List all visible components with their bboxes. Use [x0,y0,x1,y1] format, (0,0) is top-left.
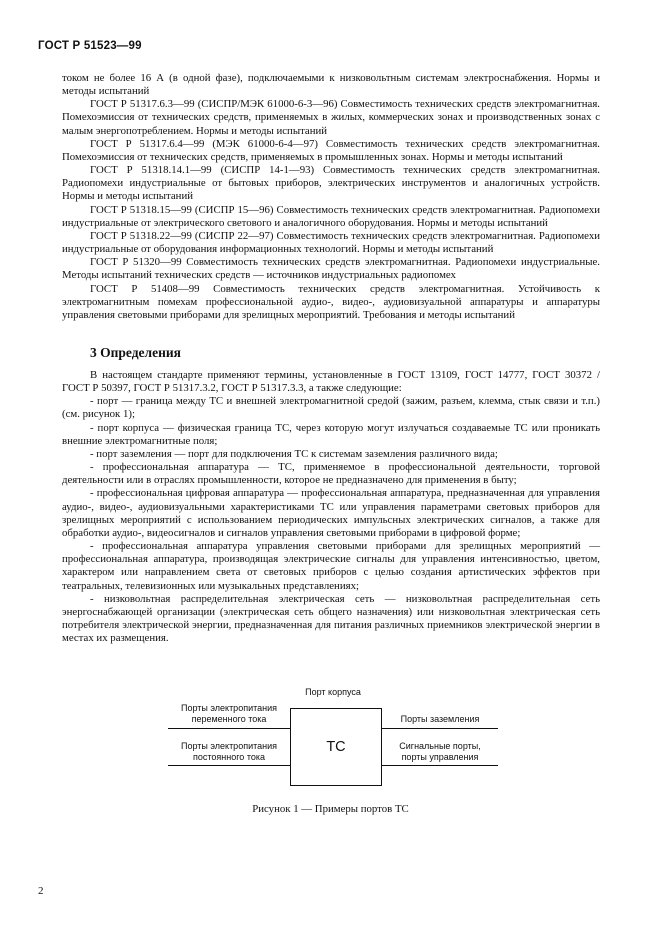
earth-port-label: Порты заземления [400,714,480,724]
tc-box [290,708,382,786]
signal-port-label: Сигнальные порты, порты управления [399,741,481,762]
reference-item: ГОСТ Р 51318.14.1—99 (СИСПР 14-1—93) Совместимость технических средств электромагнитная. Радиопомехи индустриальные от бытовых приборов, электрических инструментов и аналогичных устройств. Нормы и методы испытаний [62,164,600,203]
reference-item: ГОСТ Р 51408—99 Совместимость технических средств электромагнитная. Устойчивость к электромагнитным помехам профессиональной аудио-, видео-, аудиовизуальной аппаратуры и аппаратуры управления световыми приборами для зрелищных мероприятий. Требования и методы испытаний [62,282,600,321]
definition-item: - порт — граница между ТС и внешней электромагнитной средой (зажим, разъем, клемма, стык связи и т.п.) (см. рисунок 1); [62,395,600,421]
ac-power-port-line [168,728,290,729]
ac-power-port-label: Порты электропитания переменного тока [181,703,277,724]
tc-label: ТС [326,739,346,755]
definition-item: - профессиональная аппаратура — ТС, применяемое в профессиональной деятельности, торговой деятельности или в отраслях промышленности, которое не предназначено для применения в быту; [62,461,600,487]
definition-item: - профессиональная аппаратура управления световыми приборами для зрелищных мероприятий — профессиональная аппаратура, производящая электрические сигналы для управления интенсивностью, цветом, характером или направлением света от световых приборов с целью создания артистических эффектов при театральных, телевизионных или музыкальных представлениях; [62,540,600,592]
definitions-intro: В настоящем стандарте применяют термины, установленные в ГОСТ 13109, ГОСТ 14777, ГОСТ 30372 / ГОСТ Р 50397, ГОСТ Р 51317.3.2, ГОСТ Р 51317.3.3, а также следующие: [62,369,600,395]
dc-power-port-line [168,765,290,766]
definition-item: - порт заземления — порт для подключения ТС к системам заземления различного вида; [90,447,498,460]
reference-item: ГОСТ Р 51317.6.3—99 (СИСПР/МЭК 61000-6-3—96) Совместимость технических средств электромагнитная. Помехоэмиссия от технических средств, применяемых в жилых, коммерческих зонах и производственных зонах с малым энергопотреблением. Нормы и методы испытаний [62,98,600,137]
reference-item: ГОСТ Р 51317.6.4—99 (МЭК 61000-6-4—97) Совместимость технических средств электромагнитная. Помехоэмиссия от технических средств, применяемых в промышленных зонах. Нормы и методы испытаний [62,137,600,163]
figure-caption: Рисунок 1 — Примеры портов ТС [252,803,409,815]
page-number: 2 [38,885,44,897]
section-title: 3 Определения [90,345,181,360]
ports-diagram [168,680,498,790]
reference-item: током не более 16 А (в одной фазе), подключаемыми к низковольтным системам электроснабжения. Нормы и методы испытаний [62,72,600,98]
enclosure-port-label: Порт корпуса [305,687,361,697]
definitions [62,369,600,645]
document-header: ГОСТ Р 51523—99 [38,40,142,52]
definition-item: - профессиональная цифровая аппаратура — профессиональная аппаратура, предназначенная для управления аудио-, видео-, аудиовизуальными характеристиками ТС или управления параметрами световых приборов для зрелищных мероприятий с использованием периодических импульсных электрических сигналов, а также для обработки аудио-, видеосигналов и сигналов управления световыми приборами в цифровой форме; [62,487,600,539]
definition-item: - порт корпуса — физическая граница ТС, через которую могут излучаться создаваемые ТС или проникать внешние электромагнитные поля; [62,421,600,447]
signal-port-line [382,765,498,766]
definition-item: - низковольтная распределительная электрическая сеть — низковольтная распределительная сеть энергоснабжающей организации (электрическая сеть общего назначения) или низковольтная электрическая сеть потребителя электрической энергии, предназначенная для питания различных приемников электрической энергии в местах их размещения. [62,592,600,645]
normative-references [62,72,600,322]
reference-item: ГОСТ Р 51320—99 Совместимость технических средств электромагнитная. Радиопомехи индустриальные. Методы испытаний технических средств — источников индустриальных радиопомех [62,256,600,282]
reference-item: ГОСТ Р 51318.15—99 (СИСПР 15—96) Совместимость технических средств электромагнитная. Радиопомехи индустриальные от электрического светового и аналогичного оборудования. Нормы и методы испытаний [62,203,600,229]
earth-port-line [382,728,498,729]
dc-power-port-label: Порты электропитания постоянного тока [181,741,277,762]
reference-item: ГОСТ Р 51318.22—99 (СИСПР 22—97) Совместимость технических средств электромагнитная. Радиопомехи индустриальные от оборудования информационных технологий. Нормы и методы испытаний [62,229,600,256]
